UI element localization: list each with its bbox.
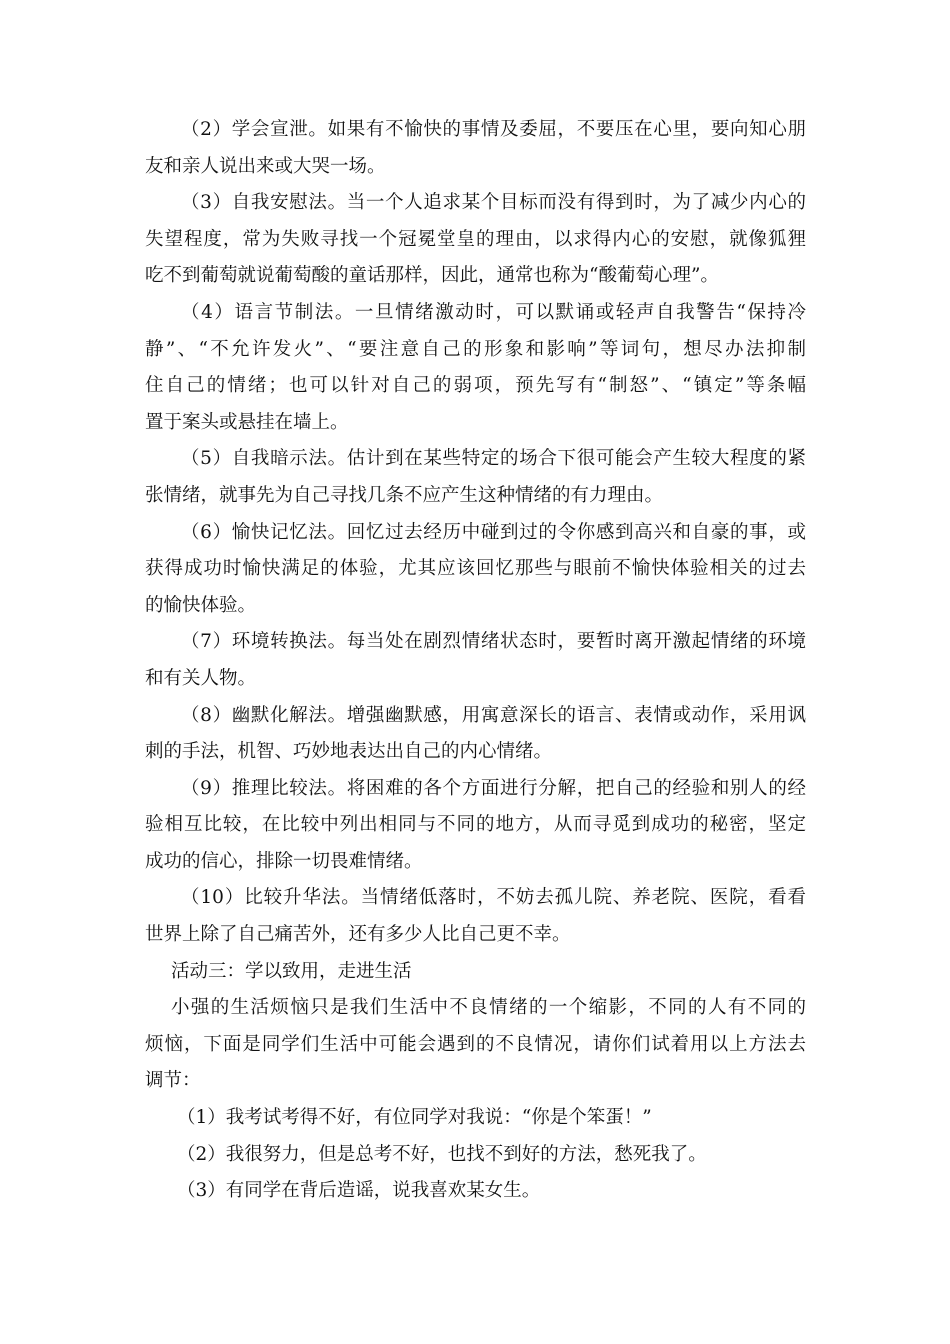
text-line: 世界上除了自己痛苦外，还有多少人比自己更不幸。	[145, 924, 571, 946]
paragraph	[145, 295, 806, 441]
text-line: 的愉快体验。	[145, 594, 257, 616]
paragraph	[145, 112, 806, 185]
paragraph	[145, 1173, 806, 1210]
text-line: 验相互比较，在比较中列出相同与不同的地方，从而寻觅到成功的秘密，坚定	[145, 814, 806, 836]
text-line: 置于案头或悬挂在墙上。	[145, 411, 349, 433]
paragraph	[145, 1100, 806, 1137]
text-line: （1）我考试考得不好，有位同学对我说：“你是个笨蛋！”	[177, 1107, 652, 1129]
text-line: （2）学会宣泄。如果有不愉快的事情及委屈，不要压在心里，要向知心朋	[181, 119, 806, 140]
text-line: （9）推理比较法。将困难的各个方面进行分解，把自己的经验和别人的经	[181, 777, 806, 799]
text-line: （3）自我安慰法。当一个人追求某个目标而没有得到时，为了减少内心的	[181, 192, 806, 214]
text-line: （10）比较升华法。当情绪低落时，不妨去孤儿院、养老院、医院，看看	[181, 887, 806, 909]
paragraph	[145, 515, 806, 625]
text-line: （3）有同学在背后造谣，说我喜欢某女生。	[177, 1180, 541, 1202]
paragraph	[145, 990, 806, 1100]
text-line: 静”、“不允许发火”、“要注意自己的形象和影响”等词句，想尽办法抑制	[145, 338, 806, 360]
text-line: 获得成功时愉快满足的体验，尤其应该回忆那些与眼前不愉快体验相关的过去	[145, 558, 806, 580]
paragraph	[145, 880, 806, 953]
text-line: 烦恼，下面是同学们生活中可能会遇到的不良情况，请你们试着用以上方法去	[145, 1033, 806, 1055]
text-line: （4）语言节制法。一旦情绪激动时，可以默诵或轻声自我警告“保持冷	[181, 301, 806, 323]
paragraph	[145, 771, 806, 881]
text-line: （8）幽默化解法。增强幽默感，用寓意深长的语言、表情或动作，采用讽	[181, 704, 806, 726]
text-line: 友和亲人说出来或大哭一场。	[145, 155, 386, 177]
text-line: （7）环境转换法。每当处在剧烈情绪状态时，要暂时离开激起情绪的环境	[181, 631, 806, 653]
text-line: 吃不到葡萄就说葡萄酸的童话那样，因此，通常也称为“酸葡萄心理”。	[145, 265, 719, 287]
text-line: 调节：	[145, 1070, 201, 1092]
paragraph	[145, 185, 806, 295]
text-line: 活动三：学以致用，走进生活	[171, 960, 412, 982]
text-line: 小强的生活烦恼只是我们生活中不良情绪的一个缩影，不同的人有不同的	[171, 997, 806, 1019]
paragraph	[145, 698, 806, 771]
paragraph	[145, 441, 806, 514]
text-line: 刺的手法，机智、巧妙地表达出自己的内心情绪。	[145, 741, 553, 763]
paragraph	[145, 1137, 806, 1174]
paragraph	[145, 954, 806, 991]
text-line: （6）愉快记忆法。回忆过去经历中碰到过的令你感到高兴和自豪的事，或	[181, 521, 806, 543]
text-line: 成功的信心，排除一切畏难情绪。	[145, 850, 423, 872]
text-line: 住自己的情绪；也可以针对自己的弱项，预先写有“制怒”、“镇定”等条幅	[145, 375, 806, 397]
document-body	[145, 112, 806, 1210]
text-line: 张情绪，就事先为自己寻找几条不应产生这种情绪的有力理由。	[145, 484, 664, 506]
text-line: 失望程度，常为失败寻找一个冠冕堂皇的理由，以求得内心的安慰，就像狐狸	[145, 228, 806, 250]
text-line: （2）我很努力，但是总考不好，也找不到好的方法，愁死我了。	[177, 1143, 707, 1165]
paragraph	[145, 624, 806, 697]
text-line: （5）自我暗示法。估计到在某些特定的场合下很可能会产生较大程度的紧	[181, 448, 806, 470]
text-line: 和有关人物。	[145, 667, 257, 689]
